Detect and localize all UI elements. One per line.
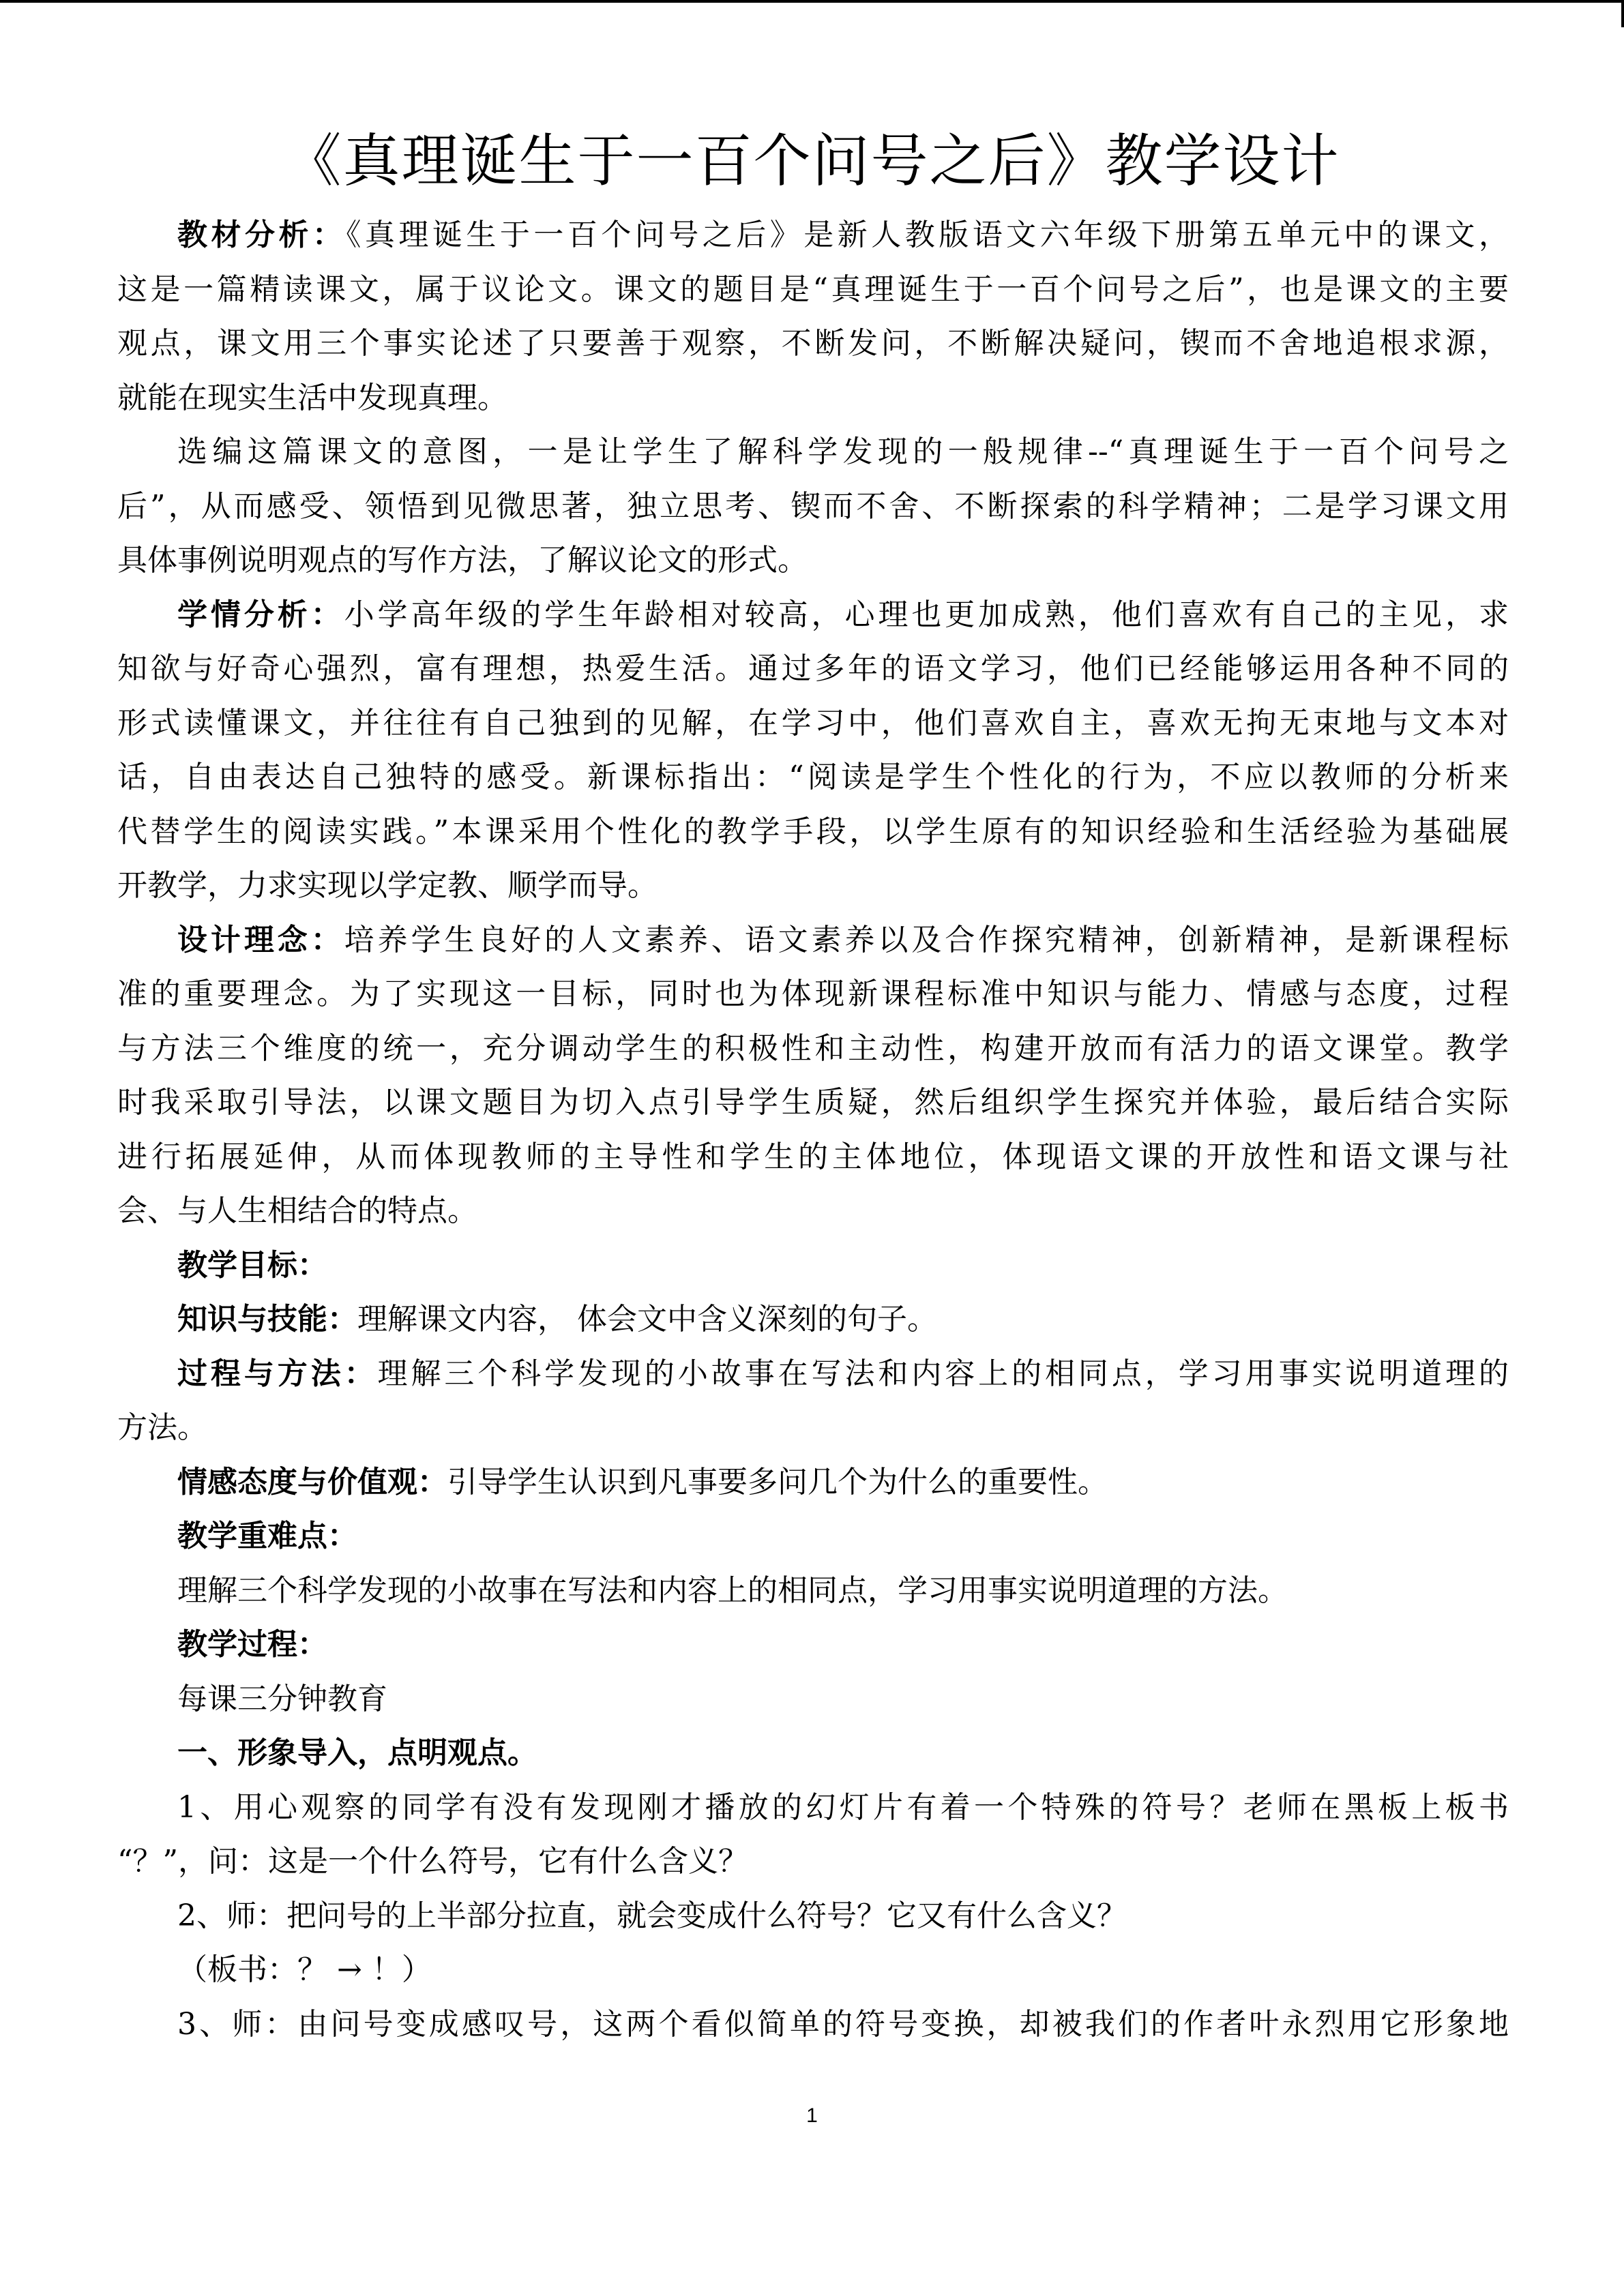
paragraph-line <box>117 1075 1509 1130</box>
paragraph-line <box>117 1780 1509 1835</box>
paragraph-line <box>117 642 1509 696</box>
paragraph-line <box>117 208 1509 263</box>
line-text: 形式读懂课文，并往往有自己独到的见解，在学习中，他们喜欢自主，喜欢无拘无束地与文本对 <box>117 705 1509 741</box>
heading-line <box>117 1617 1509 1672</box>
paragraph-line <box>117 371 1509 426</box>
line-text: 具体事例说明观点的写作方法，了解议论文的形式。 <box>117 543 808 578</box>
section-label: 学情分析： <box>177 597 344 632</box>
section-label: 知识与技能： <box>177 1302 357 1337</box>
paragraph-line <box>117 533 1509 588</box>
line-text: 选编这篇课文的意图，一是让学生了解科学发现的一般规律--“真理诞生于一百个问号之 <box>177 434 1509 469</box>
paragraph-line <box>117 1022 1509 1076</box>
heading-line <box>117 1726 1509 1780</box>
line-text: （板书：？ → ！） <box>177 1952 432 1987</box>
line-text: 培养学生良好的人文素养、语文素养以及合作探究精神，创新精神，是新课程标 <box>344 922 1509 957</box>
line-text: 会、与人生相结合的特点。 <box>117 1193 477 1228</box>
paragraph-line <box>117 1943 1509 1997</box>
heading-line <box>117 1509 1509 1564</box>
paragraph-line <box>117 1347 1509 1401</box>
paragraph-line <box>117 316 1509 371</box>
paragraph-line <box>117 750 1509 805</box>
line-text: 《真理诞生于一百个问号之后》是新人教版语文六年级下册第五单元中的课文， <box>346 218 1509 252</box>
paragraph-line <box>117 967 1509 1022</box>
line-text: 话，自由表达自己独特的感受。新课标指出：“阅读是学生个性化的行为，不应以教师的分析来 <box>117 760 1509 794</box>
paragraph-line <box>117 1130 1509 1184</box>
document-title: 《真理诞生于一百个问号之后》教学设计 <box>284 128 1340 194</box>
line-text: 理解课文内容， 体会文中含义深刻的句子。 <box>357 1302 937 1337</box>
line-text: 代替学生的阅读实践。”本课采用个性化的教学手段，以学生原有的知识经验和生活经验为基础展 <box>117 814 1509 849</box>
section-heading: 教学重难点： <box>177 1519 357 1553</box>
line-text: 就能在现实生活中发现真理。 <box>117 380 507 415</box>
paragraph-line <box>117 1401 1509 1455</box>
line-text: 与方法三个维度的统一，充分调动学生的积极性和主动性，构建开放而有活力的语文课堂。教学 <box>117 1030 1509 1066</box>
paragraph-line <box>117 1455 1509 1510</box>
line-text: 3、师：由问号变成感叹号，这两个看似简单的符号变换，却被我们的作者叶永烈用它形象地 <box>177 2006 1509 2042</box>
section-heading: 教学过程： <box>177 1627 327 1662</box>
paragraph-line <box>117 1997 1509 2052</box>
paragraph-line <box>117 805 1509 859</box>
line-text: 方法。 <box>117 1410 207 1445</box>
section-label: 情感态度与价值观： <box>177 1464 447 1500</box>
document-body <box>117 208 1509 2051</box>
line-text: 知欲与好奇心强烈，富有理想，热爱生活。通过多年的语文学习，他们已经能够运用各种不同的 <box>117 651 1509 686</box>
section-label: 设计理念： <box>177 922 344 957</box>
line-text: 观点，课文用三个事实论述了只要善于观察，不断发问，不断解决疑问，锲而不舍地追根求源， <box>117 326 1509 361</box>
line-text: 时我采取引导法，以课文题目为切入点引导学生质疑，然后组织学生探究并体验，最后结合实际 <box>117 1085 1509 1120</box>
line-text: 准的重要理念。为了实现这一目标，同时也为体现新课程标准中知识与能力、情感与态度，过程 <box>117 976 1509 1011</box>
right-border-line <box>1621 0 1624 27</box>
paragraph-line <box>117 1292 1509 1347</box>
heading-line <box>117 1238 1509 1293</box>
line-text: 后”，从而感受、领悟到见微思著，独立思考、锲而不舍、不断探索的科学精神；二是学习课文用 <box>117 488 1509 524</box>
paragraph-line <box>117 1564 1509 1618</box>
line-text: 每课三分钟教育 <box>177 1681 387 1716</box>
paragraph-line <box>117 588 1509 642</box>
line-text: 1、用心观察的同学有没有发现刚才播放的幻灯片有着一个特殊的符号？老师在黑板上板书 <box>177 1789 1509 1825</box>
section-label: 过程与方法： <box>177 1356 378 1391</box>
paragraph-line <box>117 1834 1509 1889</box>
line-text: 小学高年级的学生年龄相对较高，心理也更加成熟，他们喜欢有自己的主见，求 <box>344 597 1509 632</box>
top-border-line <box>0 0 1624 3</box>
section-heading: 一、形象导入，点明观点。 <box>177 1735 537 1770</box>
paragraph-line <box>117 859 1509 913</box>
line-text: 进行拓展延伸，从而体现教师的主导性和学生的主体地位，体现语文课的开放性和语文课与社 <box>117 1139 1509 1174</box>
paragraph-line <box>117 1889 1509 1943</box>
line-text: 引导学生认识到凡事要多问几个为什么的重要性。 <box>447 1464 1108 1500</box>
paragraph-line <box>117 479 1509 534</box>
paragraph-line <box>117 913 1509 968</box>
paragraph-line <box>117 263 1509 317</box>
line-text: 2、师：把问号的上半部分拉直，就会变成什么符号？它又有什么含义？ <box>177 1898 1127 1933</box>
line-text: 这是一篇精读课文，属于议论文。课文的题目是“真理诞生于一百个问号之后”，也是课文的主要 <box>117 271 1509 307</box>
paragraph-line <box>117 425 1509 479</box>
line-text: 理解三个科学发现的小故事在写法和内容上的相同点，学习用事实说明道理的方法。 <box>177 1572 1288 1608</box>
section-label: 教材分析： <box>177 218 346 252</box>
line-text: 开教学，力求实现以学定教、顺学而导。 <box>117 868 658 903</box>
line-text: 理解三个科学发现的小故事在写法和内容上的相同点，学习用事实说明道理的 <box>377 1356 1509 1391</box>
paragraph-line <box>117 696 1509 751</box>
page-number: 1 <box>806 2104 818 2127</box>
line-text: “？”，问：这是一个什么符号，它有什么含义？ <box>117 1844 748 1879</box>
paragraph-line <box>117 1184 1509 1238</box>
section-heading: 教学目标： <box>177 1247 327 1283</box>
paragraph-line <box>117 1672 1509 1727</box>
